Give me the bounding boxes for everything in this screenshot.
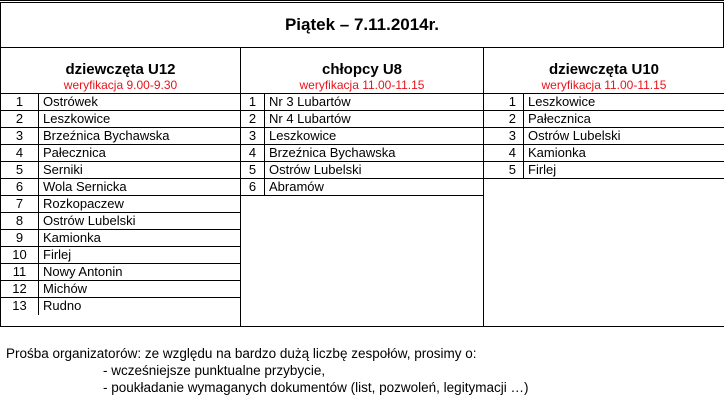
team-row xyxy=(484,128,724,145)
team-number: 4 xyxy=(241,145,265,161)
team-row xyxy=(241,145,483,162)
team-number: 1 xyxy=(241,94,265,110)
note-item: - poukładanie wymaganych dokumentów (list, pozwoleń, legitymacji …) xyxy=(103,380,529,395)
team-number: 4 xyxy=(484,145,524,161)
team-name: Leszkowice xyxy=(43,111,111,126)
group-column-u10-girls xyxy=(483,47,724,327)
team-name: Kamionka xyxy=(43,230,101,245)
team-number: 2 xyxy=(1,111,39,127)
team-list xyxy=(241,94,483,196)
group-column-u12-girls xyxy=(0,47,241,327)
team-row xyxy=(1,230,240,247)
team-name: Rudno xyxy=(43,298,82,313)
team-number: 9 xyxy=(1,230,39,246)
team-list xyxy=(484,94,724,179)
team-name: Brzeźnica Bychawska xyxy=(269,145,396,160)
team-row xyxy=(1,298,240,315)
team-row xyxy=(241,128,483,145)
group-header xyxy=(1,47,240,94)
team-row xyxy=(1,247,240,264)
team-number: 5 xyxy=(241,162,265,178)
team-number: 2 xyxy=(484,111,524,127)
team-row xyxy=(241,179,483,196)
team-number: 3 xyxy=(1,128,39,144)
team-number: 2 xyxy=(241,111,265,127)
team-list xyxy=(1,94,240,315)
note-item: - wcześniejsze punktualne przybycie, xyxy=(103,363,326,378)
team-name: Pałecznica xyxy=(43,145,106,160)
group-column-u8-boys xyxy=(240,47,484,327)
team-number: 11 xyxy=(1,264,39,280)
team-row xyxy=(1,179,240,196)
group-title: dziewczęta U10 xyxy=(548,61,660,78)
organizers-note xyxy=(6,345,528,396)
group-verification: weryfikacja 11.00-11.15 xyxy=(299,78,425,92)
team-row xyxy=(484,94,724,111)
team-name: Nowy Antonin xyxy=(43,264,123,279)
team-name: Nr 4 Lubartów xyxy=(269,111,351,126)
team-number: 6 xyxy=(241,179,265,195)
team-row xyxy=(484,111,724,128)
team-name: Serniki xyxy=(43,162,83,177)
team-row xyxy=(1,213,240,230)
team-number: 5 xyxy=(484,162,524,178)
team-name: Michów xyxy=(43,281,88,296)
team-row xyxy=(1,145,240,162)
team-row xyxy=(484,145,724,162)
team-number: 8 xyxy=(1,213,39,229)
team-name: Rozkopaczew xyxy=(43,196,124,211)
team-number: 1 xyxy=(1,94,39,110)
team-name: Abramów xyxy=(269,179,324,194)
team-name: Leszkowice xyxy=(269,128,337,143)
team-name: Kamionka xyxy=(528,145,586,160)
team-row xyxy=(241,162,483,179)
page-title-text: Piątek – 7.11.2014r. xyxy=(284,15,440,34)
team-number: 6 xyxy=(1,179,39,195)
team-row xyxy=(1,128,240,145)
team-number: 3 xyxy=(484,128,524,144)
group-verification: weryfikacja 11.00-11.15 xyxy=(541,78,667,92)
team-row xyxy=(1,281,240,298)
group-verification: weryfikacja 9.00-9.30 xyxy=(63,78,178,92)
team-name: Leszkowice xyxy=(528,94,596,109)
group-title: dziewczęta U12 xyxy=(65,61,176,78)
team-number: 13 xyxy=(1,298,39,315)
team-number: 10 xyxy=(1,247,39,263)
team-row xyxy=(1,196,240,213)
team-row xyxy=(1,264,240,281)
team-name: Ostrów Lubelski xyxy=(269,162,362,177)
team-row xyxy=(484,162,724,179)
team-number: 1 xyxy=(484,94,524,110)
note-intro: Prośba organizatorów: ze względu na bardzo dużą liczbę zespołów, prosimy o: xyxy=(6,346,477,361)
top-border-line xyxy=(0,0,724,1)
team-name: Ostrów Lubelski xyxy=(528,128,621,143)
groups-table xyxy=(0,47,724,327)
team-name: Pałecznica xyxy=(528,111,591,126)
team-name: Firlej xyxy=(43,247,72,262)
group-header xyxy=(241,47,483,94)
team-row xyxy=(1,94,240,111)
group-title: chłopcy U8 xyxy=(321,61,403,78)
team-row xyxy=(241,94,483,111)
group-header xyxy=(484,47,724,94)
team-name: Wola Sernicka xyxy=(43,179,127,194)
team-name: Brzeźnica Bychawska xyxy=(43,128,170,143)
team-name: Nr 3 Lubartów xyxy=(269,94,351,109)
team-name: Firlej xyxy=(528,162,557,177)
team-number: 5 xyxy=(1,162,39,178)
page-title xyxy=(0,2,724,48)
team-row xyxy=(241,111,483,128)
team-row xyxy=(1,162,240,179)
team-number: 12 xyxy=(1,281,39,297)
team-number: 4 xyxy=(1,145,39,161)
team-name: Ostrówek xyxy=(43,94,98,109)
team-row xyxy=(1,111,240,128)
team-number: 3 xyxy=(241,128,265,144)
team-name: Ostrów Lubelski xyxy=(43,213,136,228)
team-number: 7 xyxy=(1,196,39,212)
